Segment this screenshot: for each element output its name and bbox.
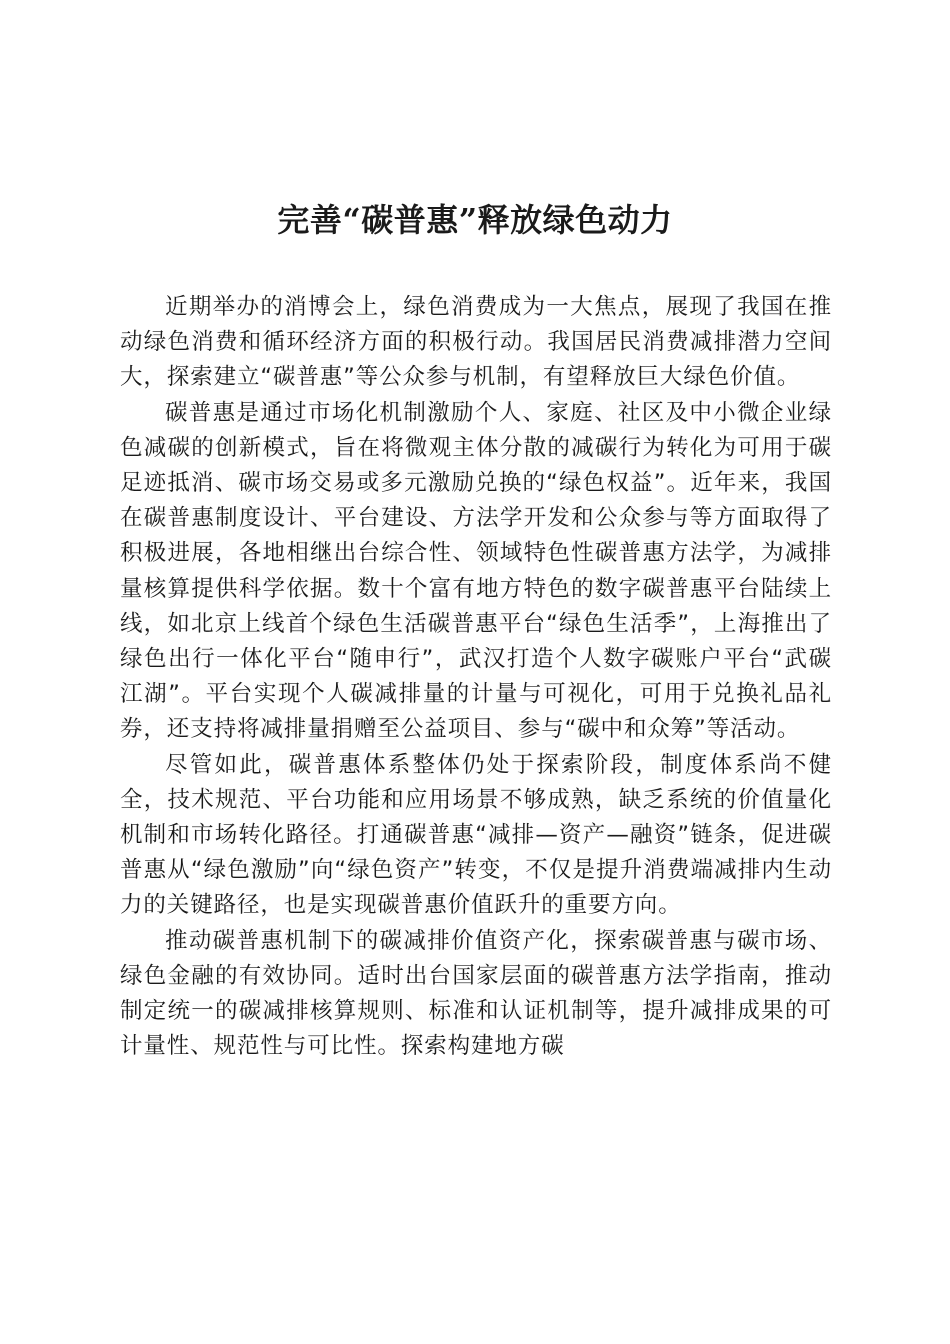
paragraph-1: 近期举办的消博会上，绿色消费成为一大焦点，展现了我国在推动绿色消费和循环经济方面的积极行动。我国居民消费减排潜力空间大，探索建立“碳普惠”等公众参与机制，有望释放巨大绿色价值。 [120, 294, 832, 391]
paragraph-2: 碳普惠是通过市场化机制激励个人、家庭、社区及中小微企业绿色减碳的创新模式，旨在将微观主体分散的减碳行为转化为可用于碳足迹抵消、碳市场交易或多元激励兑换的“绿色权益”。近年来，我国在碳普惠制度设计、平台建设、方法学开发和公众参与等方面取得了积极进展，各地相继出台综合性、领域特色性碳普惠方法学，为减排量核算提供科学依据。数十个富有地方特色的数字碳普惠平台陆续上线，如北京上线首个绿色生活碳普惠平台“绿色生活季”，上海推出了绿色出行一体化平台“随申行”，武汉打造个人数字碳账户平台“武碳江湖”。平台实现个人碳减排量的计量与可视化，可用于兑换礼品礼券，还支持将减排量捐赠至公益项目、参与“碳中和众筹”等活动。 [120, 399, 832, 743]
paragraph-4: 推动碳普惠机制下的碳减排价值资产化，探索碳普惠与碳市场、绿色金融的有效协同。适时出台国家层面的碳普惠方法学指南，推动制定统一的碳减排核算规则、标准和认证机制等，提升减排成果的可计量性、规范性与可比性。探索构建地方碳 [120, 927, 832, 1060]
article-body [120, 290, 832, 1064]
article-title: 完善“碳普惠”释放绿色动力 [277, 201, 673, 239]
paragraph-3: 尽管如此，碳普惠体系整体仍处于探索阶段，制度体系尚不健全，技术规范、平台功能和应用场景不够成熟，缺乏系统的价值量化机制和市场转化路径。打通碳普惠“减排—资产—融资”链条，促进碳普惠从“绿色激励”向“绿色资产”转变，不仅是提升消费端减排内生动力的关键路径，也是实现碳普惠价值跃升的重要方向。 [120, 751, 832, 919]
